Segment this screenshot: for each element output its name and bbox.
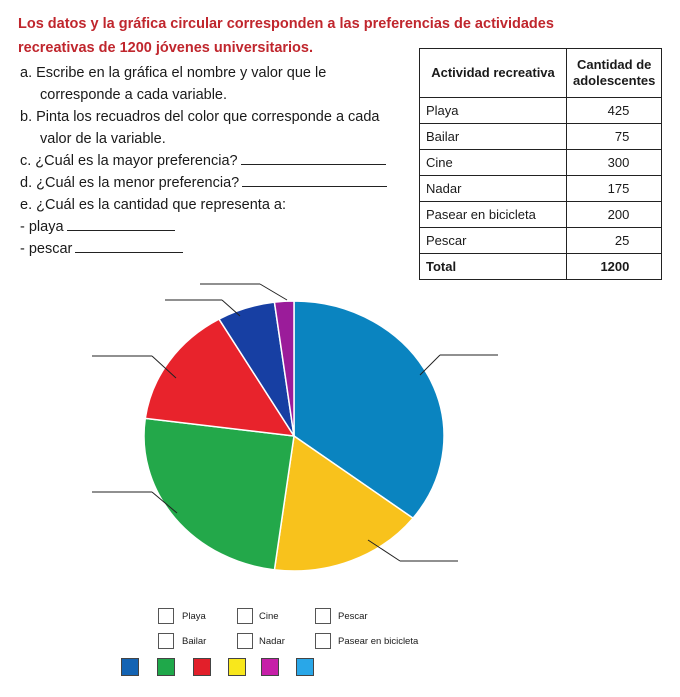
color-swatch[interactable] bbox=[296, 658, 314, 676]
legend-checkbox-nadar[interactable] bbox=[237, 633, 253, 649]
table-row bbox=[420, 176, 662, 202]
legend-label-nadar: Nadar bbox=[259, 636, 285, 647]
legend-label-bailar: Bailar bbox=[182, 636, 207, 647]
legend-label-pescar: Pescar bbox=[338, 611, 368, 622]
answer-c-blank[interactable] bbox=[241, 150, 386, 165]
pie-chart bbox=[0, 270, 680, 590]
count-cell: 175 bbox=[567, 176, 662, 202]
playa-label: - playa bbox=[20, 219, 64, 235]
activity-cell: Nadar bbox=[420, 176, 567, 202]
question-a-line2: corresponde a cada variable. bbox=[40, 87, 228, 103]
color-swatch[interactable] bbox=[121, 658, 139, 676]
question-c bbox=[20, 150, 386, 172]
count-cell: 300 bbox=[567, 150, 662, 176]
activity-cell: Bailar bbox=[420, 124, 567, 150]
legend-label-cine: Cine bbox=[259, 611, 279, 622]
question-a-line1: a. Escribe en la gráfica el nombre y valor que le bbox=[20, 65, 327, 81]
table-row bbox=[420, 98, 662, 124]
answer-playa-blank[interactable] bbox=[67, 216, 175, 231]
legend-label-bicicleta: Pasear en bicicleta bbox=[338, 636, 419, 647]
question-d-text: d. ¿Cuál es la menor preferencia? bbox=[20, 175, 240, 191]
legend-checkbox-bicicleta[interactable] bbox=[315, 633, 331, 649]
answer-pescar-blank[interactable] bbox=[75, 238, 183, 253]
legend-checkbox-pescar[interactable] bbox=[315, 608, 331, 624]
question-e-playa bbox=[20, 216, 175, 238]
total-label: Total bbox=[420, 254, 567, 280]
color-swatch[interactable] bbox=[157, 658, 175, 676]
answer-d-blank[interactable] bbox=[242, 172, 387, 187]
color-swatch[interactable] bbox=[261, 658, 279, 676]
count-cell: 75 bbox=[567, 124, 662, 150]
question-e-pescar bbox=[20, 238, 183, 260]
header-count-line1: Cantidad de bbox=[576, 57, 652, 72]
activity-cell: Playa bbox=[420, 98, 567, 124]
header-activity: Actividad recreativa bbox=[420, 49, 567, 98]
leader-line bbox=[260, 284, 287, 300]
total-value: 1200 bbox=[567, 254, 662, 280]
question-c-text: c. ¿Cuál es la mayor preferencia? bbox=[20, 153, 238, 169]
color-swatch[interactable] bbox=[193, 658, 211, 676]
legend-label-playa: Playa bbox=[182, 611, 206, 622]
pescar-label: - pescar bbox=[20, 241, 73, 257]
legend-checkbox-bailar[interactable] bbox=[158, 633, 174, 649]
count-cell: 200 bbox=[567, 202, 662, 228]
question-d bbox=[20, 172, 387, 194]
count-cell: 25 bbox=[567, 228, 662, 254]
table-row bbox=[420, 150, 662, 176]
header-count-line2: adolescentes bbox=[573, 73, 656, 88]
header-count bbox=[567, 49, 662, 98]
data-table bbox=[419, 48, 662, 280]
activity-cell: Pescar bbox=[420, 228, 567, 254]
table-row bbox=[420, 124, 662, 150]
question-b-line1: b. Pinta los recuadros del color que corresponde a cada bbox=[20, 109, 380, 125]
table-row bbox=[420, 228, 662, 254]
page-title: Los datos y la gráfica circular corresponden a las preferencias de actividades recreativas de 1200 jóvenes universitarios. bbox=[18, 16, 554, 56]
question-e: e. ¿Cuál es la cantidad que representa a: bbox=[20, 197, 286, 213]
legend-checkbox-cine[interactable] bbox=[237, 608, 253, 624]
legend-checkbox-playa[interactable] bbox=[158, 608, 174, 624]
leader-line bbox=[420, 355, 440, 375]
table-row bbox=[420, 202, 662, 228]
question-b-line2: valor de la variable. bbox=[40, 131, 166, 147]
color-swatch[interactable] bbox=[228, 658, 246, 676]
count-cell: 425 bbox=[567, 98, 662, 124]
activity-cell: Pasear en bicicleta bbox=[420, 202, 567, 228]
pie-slice-pasear-en-bicicleta bbox=[144, 418, 294, 569]
activity-cell: Cine bbox=[420, 150, 567, 176]
